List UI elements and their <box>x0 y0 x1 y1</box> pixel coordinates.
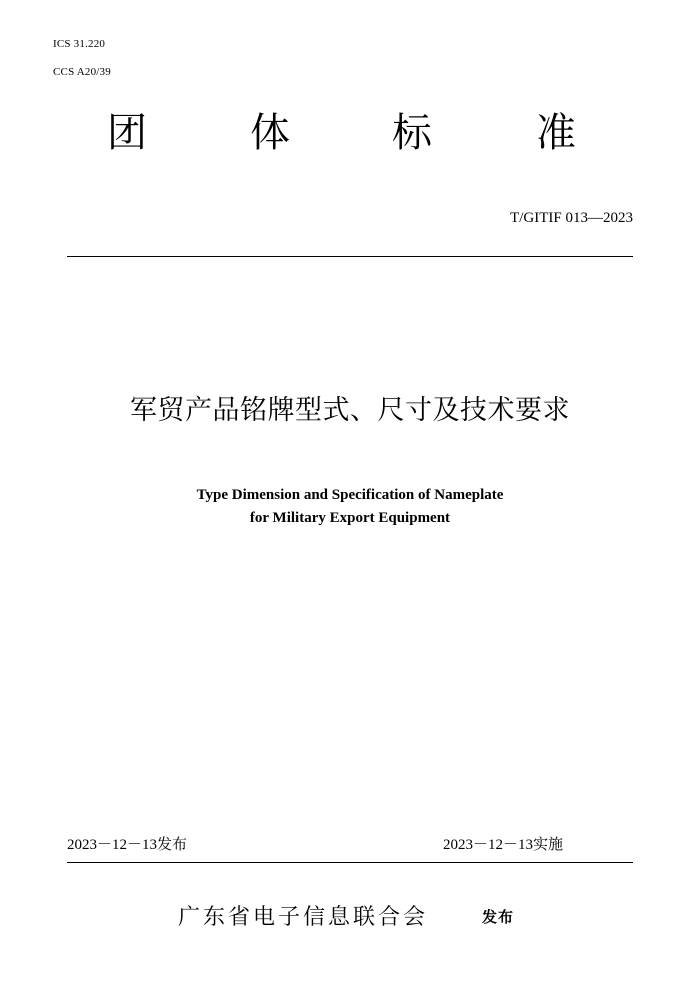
publish-date: 2023－12－13 <box>67 837 158 853</box>
standard-number: T/GITIF 013—2023 <box>510 210 633 226</box>
top-divider <box>67 256 633 257</box>
publisher-name: 广东省电子信息联合会 <box>178 905 429 930</box>
ccs-code: CCS A20/39 <box>53 66 111 78</box>
implement-date: 2023－12－13 <box>443 837 534 853</box>
bottom-divider <box>67 862 633 863</box>
standard-type-char-3: 标 <box>392 110 432 156</box>
ics-code: ICS 31.220 <box>53 38 106 50</box>
standard-type-char-1: 团 <box>107 110 147 156</box>
standard-type-char-4: 准 <box>536 110 576 156</box>
publish-label: 发布 <box>157 835 188 853</box>
title-english-line-1: Type Dimension and Specification of Nameplate <box>196 487 504 503</box>
standard-type-char-2: 体 <box>250 110 290 156</box>
title-english-line-2: for Military Export Equipment <box>249 510 451 526</box>
publisher-suffix: 发布 <box>482 908 515 926</box>
publish-date-block <box>67 833 187 854</box>
implement-label: 实施 <box>533 835 564 853</box>
title-chinese: 军贸产品铭牌型式、尺寸及技术要求 <box>130 395 570 426</box>
implement-date-block <box>443 833 563 854</box>
